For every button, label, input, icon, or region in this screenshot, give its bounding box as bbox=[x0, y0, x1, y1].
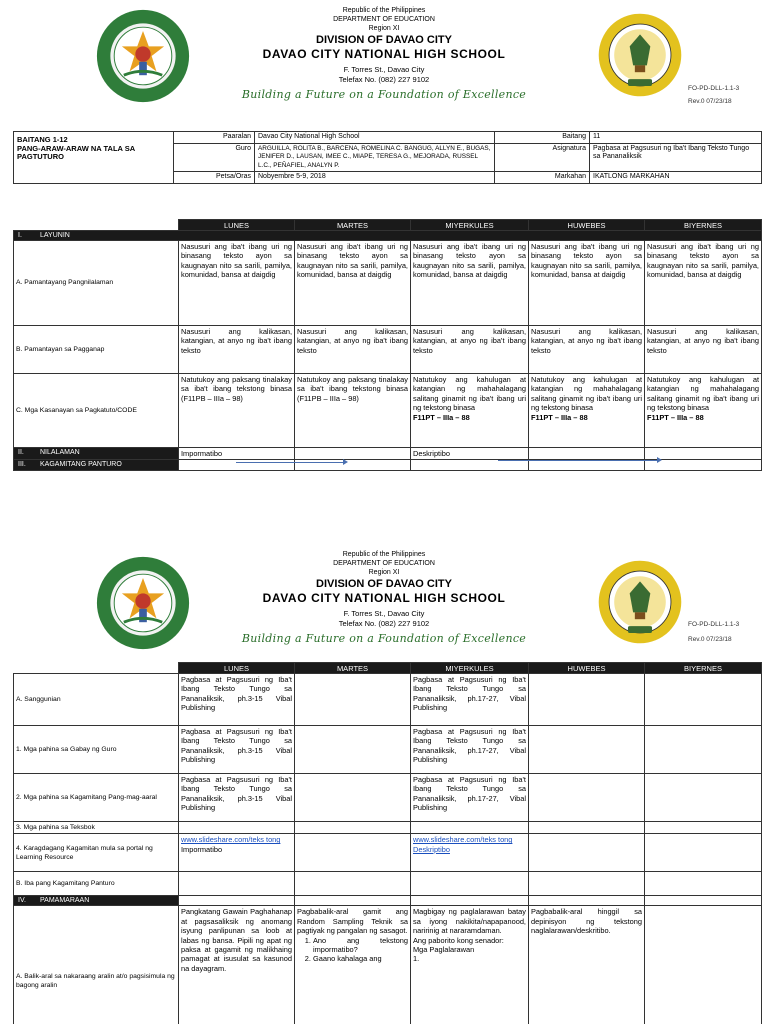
petsa-value: Nobyembre 5-9, 2018 bbox=[255, 172, 495, 184]
department-text: DEPARTMENT OF EDUCATION bbox=[333, 560, 435, 567]
markahan-value: IKATLONG MARKAHAN bbox=[590, 172, 762, 184]
section-pamamaraan bbox=[14, 896, 762, 906]
telefax-text: Telefax No. (082) 227 9102 bbox=[338, 75, 430, 84]
day-header-miyerkules: MIYERKULES bbox=[411, 220, 529, 231]
section-num: IV. bbox=[18, 897, 26, 905]
row-sanggunian bbox=[14, 674, 762, 726]
school-seal-logo bbox=[597, 559, 683, 645]
cell-huwebes bbox=[529, 834, 645, 872]
cell-lunes: Pagbasa at Pagsusuri ng Iba't Ibang Teksto Tungo sa Pananaliksik, ph.3-15 Vibal Publishing bbox=[179, 674, 295, 726]
cell-lunes: Impormatibo bbox=[179, 448, 295, 460]
row-label: 1. Mga pahina sa Gabay ng Guro bbox=[14, 726, 179, 774]
section-kagamitang bbox=[14, 460, 179, 470]
cell-huwebes: Nasusuri ang kalikasan, katangian, at anyo ng iba't ibang teksto bbox=[529, 326, 645, 374]
cell-lunes: Nasusuri ang kalikasan, katangian, at anyo ng iba't ibang teksto bbox=[179, 326, 295, 374]
cell-miyerkules: Nasusuri ang kalikasan, katangian, at anyo ng iba't ibang teksto bbox=[411, 326, 529, 374]
cell-miyerkules: Pagbasa at Pagsusuri ng Iba't Ibang Teksto Tungo sa Pananaliksik, ph.17-27, Vibal Publishing bbox=[411, 726, 529, 774]
guro-label: Guro bbox=[174, 143, 255, 172]
cell-biyernes bbox=[645, 822, 762, 834]
row-label: 2. Mga pahina sa Kagamitang Pang-mag-aaral bbox=[14, 774, 179, 822]
row-kasanayan bbox=[14, 374, 762, 448]
cell-lunes: Pagbasa at Pagsusuri ng Iba't Ibang Teksto Tungo sa Pananaliksik, ph.3-15 Vibal Publishing bbox=[179, 726, 295, 774]
cell-huwebes bbox=[529, 726, 645, 774]
row-teksbok bbox=[14, 822, 762, 834]
lesson-table-2 bbox=[13, 662, 762, 1024]
cell-biyernes bbox=[645, 374, 762, 448]
lesson-table-1 bbox=[13, 219, 762, 471]
republic-text: Republic of the Philippines bbox=[342, 7, 426, 14]
cell-huwebes bbox=[529, 374, 645, 448]
department-text: DEPARTMENT OF EDUCATION bbox=[333, 16, 435, 23]
cell-biyernes bbox=[645, 774, 762, 822]
cell-text: Ang paborito kong senador: bbox=[413, 935, 504, 945]
row-label: B. Iba pang Kagamitang Panturo bbox=[14, 872, 179, 896]
section-label: LAYUNIN bbox=[40, 232, 70, 239]
cell-miyerkules bbox=[411, 872, 529, 896]
row-nilalaman bbox=[14, 448, 762, 460]
cell-miyerkules bbox=[411, 906, 529, 1024]
cell-lunes: Nasusuri ang iba't ibang uri ng binasang teksto ayon sa kaugnayan nito sa sarili, pamilya, komunidad, bansa at daigdig bbox=[179, 241, 295, 326]
section-num: II. bbox=[18, 449, 24, 456]
day-header-miyerkules: MIYERKULES bbox=[411, 663, 529, 674]
cell-martes: Natutukoy ang paksang tinalakay sa iba't ibang tekstong binasa (F11PB – IIIa – 98) bbox=[295, 374, 411, 448]
cell-miyerkules bbox=[411, 834, 529, 872]
division-title: DIVISION OF DAVAO CITY bbox=[316, 34, 452, 46]
row-label: 3. Mga pahina sa Teksbok bbox=[14, 822, 179, 834]
section-label: NILALAMAN bbox=[40, 449, 80, 456]
asignatura-label: Asignatura bbox=[495, 143, 590, 172]
cell-huwebes bbox=[529, 448, 645, 460]
corner-cell bbox=[14, 220, 179, 231]
cell-martes: Nasusuri ang iba't ibang uri ng binasang teksto ayon sa kaugnayan nito sa sarili, pamilya, komunidad, bansa at daigdig bbox=[295, 241, 411, 326]
cell-lunes: Pagbasa at Pagsusuri ng Iba't Ibang Teksto Tungo sa Pananaliksik, ph.3-15 Vibal Publishing bbox=[179, 774, 295, 822]
address-text: F. Torres St., Davao City bbox=[343, 65, 425, 74]
cell-martes: Nasusuri ang kalikasan, katangian, at anyo ng iba't ibang teksto bbox=[295, 326, 411, 374]
question-list bbox=[313, 936, 408, 964]
row-pamantayang-pangnilalaman bbox=[14, 241, 762, 326]
address-text: F. Torres St., Davao City bbox=[343, 609, 425, 618]
region-text: Region XI bbox=[368, 25, 400, 32]
day-header-huwebes: HUWEBES bbox=[529, 220, 645, 231]
row-label: A. Pamantayang Pangnilalaman bbox=[14, 241, 179, 326]
asignatura-value: Pagbasa at Pagsusuri ng Iba't Ibang Teksto Tungo sa Pananaliksik bbox=[590, 143, 762, 172]
cell-huwebes bbox=[529, 872, 645, 896]
cell-huwebes bbox=[529, 774, 645, 822]
section-label: KAGAMITANG PANTURO bbox=[40, 461, 122, 469]
section-num: I. bbox=[18, 232, 22, 239]
cell-code: F11PT – IIIa – 88 bbox=[413, 412, 470, 422]
section-nilalaman bbox=[14, 448, 179, 460]
cell-biyernes bbox=[645, 872, 762, 896]
day-header-lunes: LUNES bbox=[179, 663, 295, 674]
row-kagamitang-pang-mag-aaral bbox=[14, 774, 762, 822]
cell-martes bbox=[295, 448, 411, 460]
cell-martes bbox=[295, 674, 411, 726]
day-header-lunes: LUNES bbox=[179, 220, 295, 231]
day-header-martes: MARTES bbox=[295, 220, 411, 231]
cell-biyernes bbox=[645, 906, 762, 1024]
row-balik-aral bbox=[14, 906, 762, 1024]
day-header-biyernes: BIYERNES bbox=[645, 220, 762, 231]
region-text: Region XI bbox=[368, 569, 400, 576]
cell-lunes: Natutukoy ang paksang tinalakay sa iba't ibang tekstong binasa (F11PB – IIIa – 98) bbox=[179, 374, 295, 448]
cell-biyernes bbox=[645, 448, 762, 460]
form-code: FO-PD-DLL-1.1-3 bbox=[688, 85, 740, 92]
school-seal-logo bbox=[597, 12, 683, 98]
baitang-title: BAITANG 1-12 PANG-ARAW-ARAW NA TALA SA PAGTUTURO bbox=[14, 132, 174, 184]
school-title: DAVAO CITY NATIONAL HIGH SCHOOL bbox=[262, 47, 506, 61]
cell-biyernes bbox=[645, 726, 762, 774]
cell-miyerkules: Pagbasa at Pagsusuri ng Iba't Ibang Teksto Tungo sa Pananaliksik, ph.17-27, Vibal Publishing bbox=[411, 674, 529, 726]
cell-text: Natutukoy ang kahulugan at katangian ng mahahalagang salitang ginamit ng iba't ibang uri ng tekstong binasa bbox=[413, 375, 526, 413]
cell-lunes bbox=[179, 822, 295, 834]
cell-lunes bbox=[179, 872, 295, 896]
question-item: 2. Gaano kahalaga ang bbox=[313, 954, 408, 963]
baitang-value: 11 bbox=[590, 132, 762, 144]
cell-biyernes bbox=[645, 460, 762, 470]
row-pamantayan-pagganap bbox=[14, 326, 762, 374]
row-iba-pang-kagamitan bbox=[14, 872, 762, 896]
cell-text: Natutukoy ang kahulugan at katangian ng mahahalagang salitang ginamit ng iba't ibang uri ng tekstong binasa bbox=[531, 375, 642, 413]
row-karagdagang-kagamitan bbox=[14, 834, 762, 872]
row-label: B. Pamantayan sa Pagganap bbox=[14, 326, 179, 374]
link-tail: Impormatibo bbox=[181, 844, 223, 854]
slideshare-link-impormatibo[interactable]: www.slideshare.com/teks tong bbox=[181, 835, 281, 845]
cell-huwebes bbox=[529, 674, 645, 726]
day-header-huwebes: HUWEBES bbox=[529, 663, 645, 674]
division-seal-logo bbox=[95, 555, 191, 651]
petsa-label: Petsa/Oras bbox=[174, 172, 255, 184]
cell-martes bbox=[295, 726, 411, 774]
row-kagamitang bbox=[14, 460, 762, 470]
cell-text: Natutukoy ang kahulugan at katangian ng mahahalagang salitang ginamit ng iba't ibang uri ng tekstong binasa bbox=[647, 375, 759, 413]
cell-code: F11PT – IIIa – 88 bbox=[647, 412, 704, 422]
cell-text: 1. bbox=[413, 954, 420, 964]
cell-biyernes bbox=[645, 834, 762, 872]
cell-lunes: Pangkatang Gawain Paghahanap at pagsasaliksik ng anomang isyung panlipunan sa loob at labas ng bansa. Pipili ng apat ng paksa at gagamit ng malikhaing pamagat at isusulat sa kasunod na dayagram. bbox=[179, 906, 295, 1024]
row-label: 4. Karagdagang Kagamitan mula sa portal ng Learning Resource bbox=[14, 834, 179, 872]
arrow-right-icon bbox=[343, 459, 348, 465]
cell-code: F11PT – IIIa – 88 bbox=[531, 412, 588, 422]
day-header-martes: MARTES bbox=[295, 663, 411, 674]
paaralan-label: Paaralan bbox=[174, 132, 255, 144]
cell-martes bbox=[295, 774, 411, 822]
cell-biyernes: Nasusuri ang iba't ibang uri ng binasang teksto ayon sa kaugnayan nito sa sarili, pamilya, komunidad, bansa at daigdig bbox=[645, 241, 762, 326]
cell-huwebes: Pagbabalik-aral hinggil sa depinisyon ng tekstong naglalarawan/deskritibo. bbox=[529, 906, 645, 1024]
section-num: III. bbox=[18, 461, 26, 469]
info-table bbox=[13, 131, 762, 184]
telefax-text: Telefax No. (082) 227 9102 bbox=[338, 619, 430, 628]
row-label: A. Sanggunian bbox=[14, 674, 179, 726]
cell-martes bbox=[295, 834, 411, 872]
row-label: A. Balik-aral sa nakaraang aralin at/o pagsisimula ng bagong aralin bbox=[14, 906, 179, 1024]
baitang-label: Baitang bbox=[495, 132, 590, 144]
revision-code: Rev.0 07/23/18 bbox=[688, 98, 732, 105]
division-title: DIVISION OF DAVAO CITY bbox=[316, 578, 452, 590]
markahan-label: Markahan bbox=[495, 172, 590, 184]
cell-martes bbox=[295, 872, 411, 896]
cell-intro: Pagbabalik-aral gamit ang Random Sampling Teknik sa pagtiyak ng pangalan ng sasagot. bbox=[297, 907, 408, 936]
section-label: PAMAMARAAN bbox=[40, 897, 90, 905]
row-gabay-guro bbox=[14, 726, 762, 774]
division-seal-logo bbox=[95, 8, 191, 104]
cell-miyerkules: Deskriptibo bbox=[411, 448, 529, 460]
cell-miyerkules: Pagbasa at Pagsusuri ng Iba't Ibang Teksto Tungo sa Pananaliksik, ph.17-27, Vibal Publishing bbox=[411, 774, 529, 822]
slideshare-link-deskriptibo[interactable]: www.slideshare.com/teks tong Deskriptibo bbox=[413, 835, 513, 854]
cell-text: Magbigay ng paglalarawan batay sa iyong nakikita/napapanood, naririnig at nararamdaman. bbox=[413, 907, 526, 936]
cell-text: Mga Paglalarawan bbox=[413, 945, 475, 955]
arrow-line bbox=[498, 460, 658, 461]
section-layunin bbox=[14, 231, 762, 241]
cell-martes bbox=[295, 906, 411, 1024]
cell-miyerkules bbox=[411, 460, 529, 470]
school-motto: Building a Future on a Foundation of Excellence bbox=[241, 88, 527, 101]
paaralan-value: Davao City National High School bbox=[255, 132, 495, 144]
page-header-1 bbox=[0, 0, 768, 110]
cell-miyerkules bbox=[411, 374, 529, 448]
guro-value: ARGUILLA, ROLITA B., BARCENA, ROMELINA C. BANGUG, ALLYN E., BUGAS, JENIFER D., LAUSAN, IMEE C., MIAPE, TERESA G., MEJORADA, RUSSEL L.C., PEÑAFIEL, ANALYN P. bbox=[255, 143, 495, 172]
revision-code: Rev.0 07/23/18 bbox=[688, 636, 732, 643]
arrow-right-icon bbox=[657, 457, 662, 463]
corner-cell bbox=[14, 663, 179, 674]
school-motto: Building a Future on a Foundation of Excellence bbox=[241, 632, 527, 645]
row-label: C. Mga Kasanayan sa Pagkatuto/CODE bbox=[14, 374, 179, 448]
cell-biyernes: Nasusuri ang kalikasan, katangian, at anyo ng iba't ibang teksto bbox=[645, 326, 762, 374]
cell-miyerkules bbox=[411, 822, 529, 834]
cell-huwebes bbox=[529, 460, 645, 470]
republic-text: Republic of the Philippines bbox=[342, 551, 426, 558]
cell-huwebes: Nasusuri ang iba't ibang uri ng binasang teksto ayon sa kaugnayan nito sa sarili, pamilya, komunidad, bansa at daigdig bbox=[529, 241, 645, 326]
form-code: FO-PD-DLL-1.1-3 bbox=[688, 621, 740, 628]
page-header-2 bbox=[0, 547, 768, 657]
cell-huwebes bbox=[529, 822, 645, 834]
arrow-line bbox=[236, 462, 344, 463]
question-item: 1. Ano ang tekstong impormatibo? bbox=[313, 936, 408, 955]
cell-martes bbox=[295, 822, 411, 834]
day-header-biyernes: BIYERNES bbox=[645, 663, 762, 674]
cell-biyernes bbox=[645, 674, 762, 726]
cell-lunes bbox=[179, 834, 295, 872]
cell-miyerkules: Nasusuri ang iba't ibang uri ng binasang teksto ayon sa kaugnayan nito sa sarili, pamilya, komunidad, bansa at daigdig bbox=[411, 241, 529, 326]
school-title: DAVAO CITY NATIONAL HIGH SCHOOL bbox=[262, 591, 506, 605]
